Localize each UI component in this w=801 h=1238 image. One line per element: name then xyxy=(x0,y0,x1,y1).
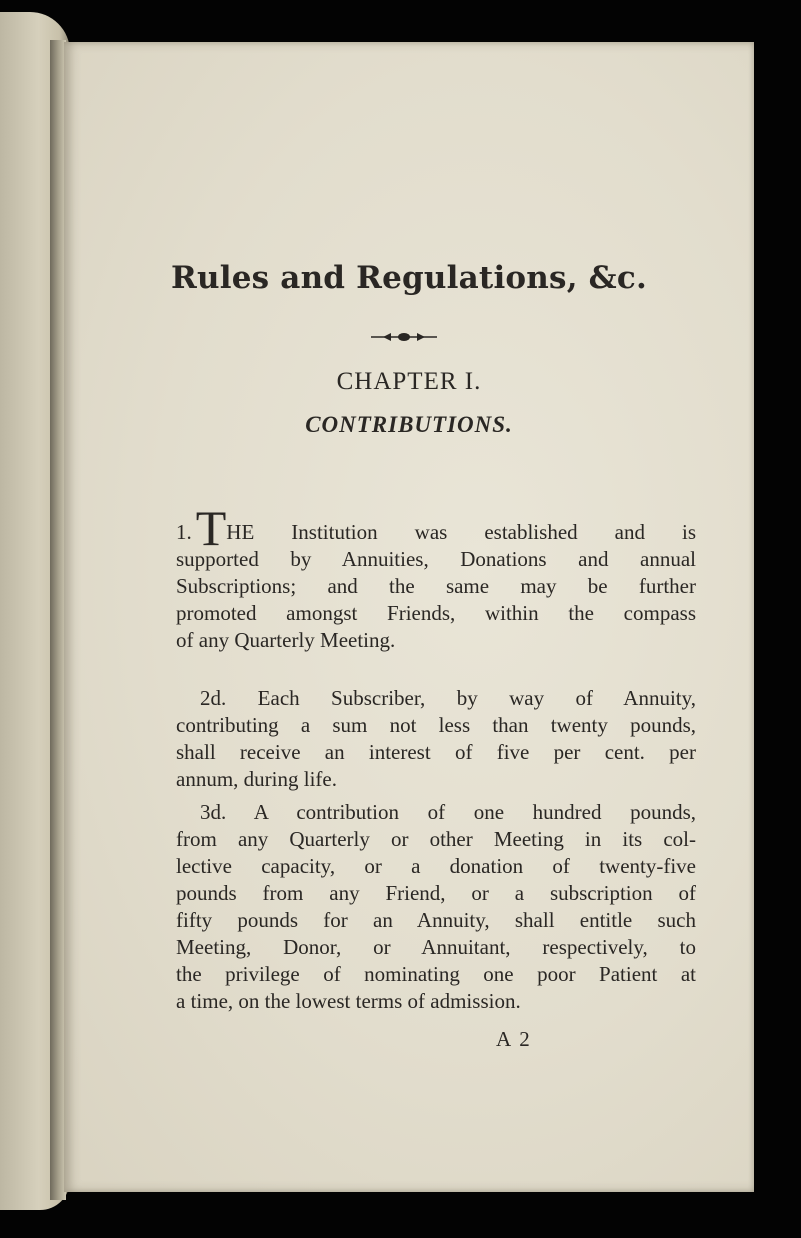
paragraph-line: annum, during life. xyxy=(176,767,337,791)
book-page xyxy=(64,42,754,1192)
paragraph-1 xyxy=(176,500,696,654)
ornament-divider-icon xyxy=(369,332,439,342)
paragraph-line: 1.THE Institution was established and is xyxy=(176,500,696,556)
paragraph-line: pounds from any Friend, or a subscription of xyxy=(176,881,696,905)
paragraph-line: the privilege of nominating one poor Patient at xyxy=(176,962,696,986)
paragraph-line: fifty pounds for an Annuity, shall entitle such xyxy=(176,908,696,932)
paragraph-line: shall receive an interest of five per cent. per xyxy=(176,740,696,764)
paragraph-line: from any Quarterly or other Meeting in its col- xyxy=(176,827,696,851)
paragraph-3 xyxy=(176,799,696,1015)
drop-cap: T xyxy=(195,500,227,556)
signature-mark: A 2 xyxy=(496,1027,532,1051)
paragraph-line: supported by Annuities, Donations and annual xyxy=(176,547,696,571)
paragraph-line: Meeting, Donor, or Annuitant, respectively, to xyxy=(176,935,696,959)
paragraph-line: a time, on the lowest terms of admission. xyxy=(176,989,521,1013)
paragraph-line: 2d. Each Subscriber, by way of Annuity, xyxy=(200,686,696,710)
section-heading: CONTRIBUTIONS. xyxy=(305,412,513,437)
paragraph-number: 1. xyxy=(176,520,192,544)
chapter-heading: CHAPTER I. xyxy=(336,368,482,395)
paragraph-line: promoted amongst Friends, within the compass xyxy=(176,601,696,625)
paragraph-line: of any Quarterly Meeting. xyxy=(176,628,396,652)
paragraph-line: 3d. A contribution of one hundred pounds, xyxy=(200,800,696,824)
paragraph-line: contributing a sum not less than twenty pounds, xyxy=(176,713,696,737)
page-title: Rules and Regulations, &c. xyxy=(171,260,647,296)
paragraph-line: lective capacity, or a donation of twenty-five xyxy=(176,854,696,878)
paragraph-line: Subscriptions; and the same may be further xyxy=(176,574,696,598)
paragraph-2 xyxy=(176,685,696,793)
